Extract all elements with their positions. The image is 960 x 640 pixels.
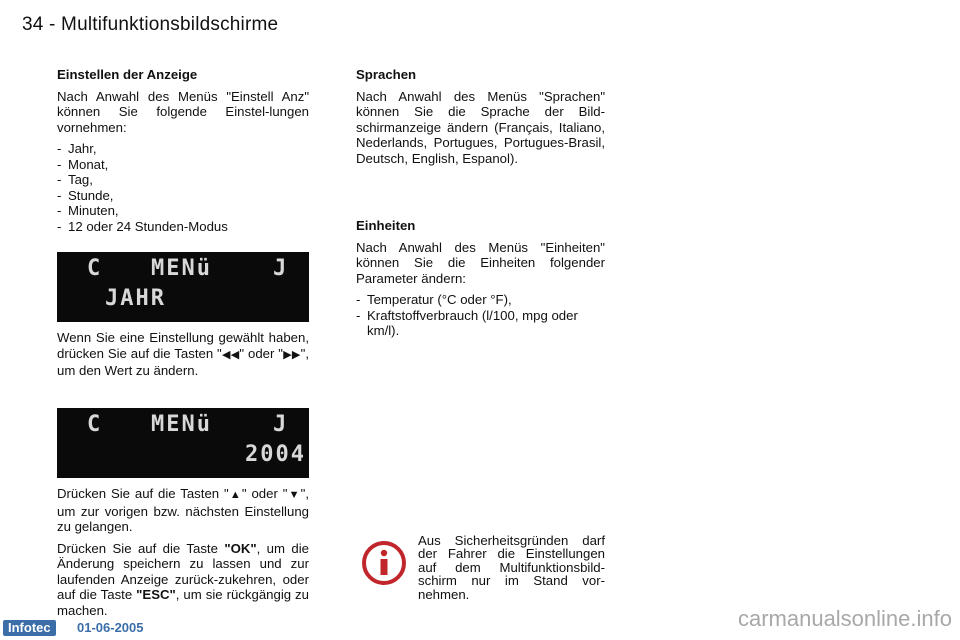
- list-item: - Jahr,: [57, 141, 97, 156]
- navigate-paragraph: Drücken Sie auf die Tasten "▲" oder "▼", um zur vorigen bzw. nächsten Einstellung zu gelangen.: [57, 486, 310, 534]
- list-item: - Minuten,: [57, 203, 119, 218]
- units-heading: Einheiten: [356, 218, 416, 233]
- infotec-badge: Infotec: [3, 620, 56, 636]
- list-item: - Temperatur (°C oder °F),: [356, 292, 512, 307]
- left-column: [57, 67, 309, 234]
- list-item: - 12 oder 24 Stunden-Modus: [57, 218, 228, 234]
- units-text: Nach Anwahl des Menüs "Einheiten" können Sie die Einheiten folgender Parameter ändern:: [356, 239, 605, 286]
- list-item: - Tag,: [57, 172, 93, 187]
- lcd-display-year: [57, 252, 309, 322]
- page-title: Multifunktionsbildschirme: [61, 14, 279, 35]
- ok-key-label: "OK": [224, 540, 257, 556]
- value-change-paragraph: Wenn Sie eine Einstellung gewählt haben, drücken Sie auf die Tasten "◀◀" oder "▶▶", um den Wert zu ändern.: [57, 330, 309, 378]
- right-column: [356, 67, 605, 339]
- header-separator: -: [49, 14, 56, 35]
- lcd-menu-label: MENü: [151, 256, 212, 281]
- lcd-display-2004: [57, 408, 309, 478]
- list-item: - Kraftstoffverbrauch (l/100, mpg oder km/l).: [356, 307, 578, 338]
- watermark: carmanualsonline.info: [737, 606, 952, 631]
- lcd-bracket-right: J: [273, 256, 289, 281]
- arrow-down-icon: ▼: [287, 489, 301, 501]
- display-settings-list: [57, 141, 309, 234]
- lcd-menu-label: MENü: [151, 412, 212, 437]
- confirm-paragraph: Drücken Sie auf die Taste "OK", um die Änderung speichern zu lassen und zur laufenden Anzeige zurück-zukehren, oder auf die Taste "ESC", um sie rückgängig zu machen.: [57, 540, 309, 618]
- list-item: - Stunde,: [57, 187, 114, 203]
- lcd-bracket-left: C: [87, 256, 103, 281]
- lcd-value: 2004: [245, 442, 306, 467]
- units-list: [356, 292, 605, 339]
- lcd-bracket-left: C: [87, 412, 103, 437]
- info-icon: [361, 540, 407, 586]
- esc-key-label: "ESC": [136, 587, 176, 602]
- display-settings-heading: Einstellen der Anzeige: [57, 67, 198, 82]
- footer-date: 01-06-2005: [77, 620, 144, 635]
- navigation-paragraphs: [57, 486, 309, 624]
- page-header: [22, 14, 278, 36]
- rewind-icon: ◀◀: [221, 348, 240, 361]
- arrow-up-icon: ▲: [228, 489, 242, 501]
- forward-icon: ▶▶: [282, 348, 301, 361]
- display-settings-intro: Nach Anwahl des Menüs "Einstell Anz" können Sie folgende Einstel-lungen vornehmen:: [57, 88, 309, 135]
- lcd-bracket-right: J: [273, 412, 289, 437]
- page-number: 34: [22, 14, 44, 35]
- safety-note: Aus Sicherheitsgründen darf der Fahrer die Einstellungen auf dem Multifunktionsbild-schirm nur im Stand vor-nehmen.: [418, 533, 605, 602]
- languages-heading: Sprachen: [356, 67, 417, 82]
- languages-text: Nach Anwahl des Menüs "Sprachen" können Sie die Sprache der Bild-schirmanzeige ändern (Français, Italiano, Nederlands, Portugues, Portugues-Brasil, Deutsch, English, Espanol).: [356, 88, 605, 166]
- list-item: - Monat,: [57, 156, 109, 172]
- lcd-value: JAHR: [105, 286, 166, 311]
